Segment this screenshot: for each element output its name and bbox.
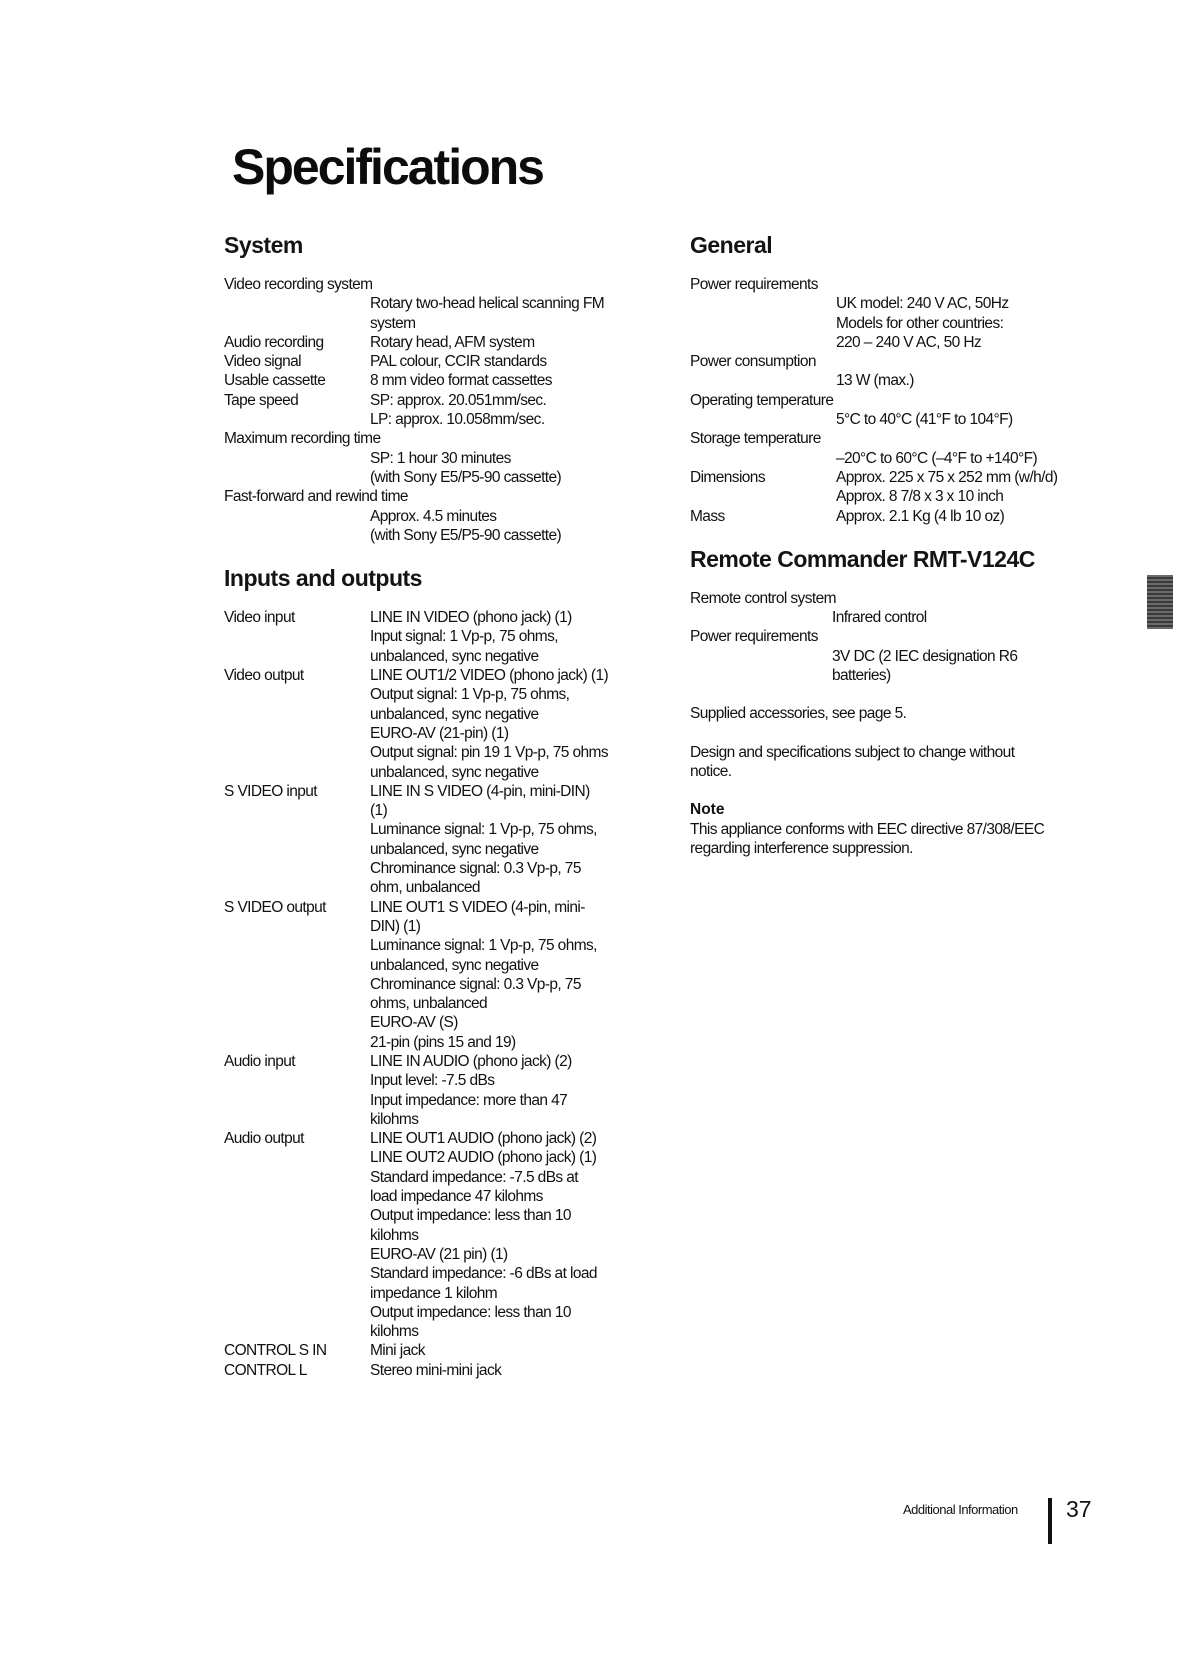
system-heading: System [224, 232, 303, 258]
footer-section-label: Additional Information [903, 1502, 1018, 1517]
spec-label: Storage temperature [690, 430, 821, 448]
spec-label: Audio input [224, 1052, 295, 1070]
spec-row [690, 429, 1110, 468]
spec-label: S VIDEO input [224, 782, 317, 800]
spec-row [224, 371, 664, 390]
spec-value: (with Sony E5/P5-90 cassette) [370, 526, 562, 544]
note-text-line-1: This appliance conforms with EEC directive 87/308/EEC [690, 820, 1045, 838]
spec-value: system [370, 314, 416, 332]
spec-value: 220 – 240 V AC, 50 Hz [836, 333, 982, 351]
spec-value: Standard impedance: -7.5 dBs at [370, 1168, 579, 1186]
spec-value: Approx. 225 x 75 x 252 mm (w/h/d) [836, 468, 1058, 486]
spec-value: kilohms [370, 1323, 419, 1341]
spec-label: Audio recording [224, 333, 324, 351]
spec-label: Dimensions [690, 468, 765, 486]
spec-value: Output signal: 1 Vp-p, 75 ohms, [370, 686, 570, 704]
spec-value: LINE IN S VIDEO (4-pin, mini-DIN) [370, 782, 590, 800]
spec-value: DIN) (1) [370, 917, 421, 935]
accessories-text: Supplied accessories, see page 5. [690, 705, 907, 723]
spec-value: 21-pin (pins 15 and 19) [370, 1033, 516, 1051]
spec-row [224, 487, 664, 545]
spec-value: LINE IN AUDIO (phono jack) (2) [370, 1052, 572, 1070]
spec-row [224, 1129, 664, 1341]
spec-value: 8 mm video format cassettes [370, 372, 552, 390]
remote-spec-list [690, 589, 1110, 685]
spec-value: Chrominance signal: 0.3 Vp-p, 75 [370, 860, 581, 878]
spec-row [690, 352, 1110, 391]
spec-value: SP: 1 hour 30 minutes [370, 449, 511, 467]
spec-row [224, 666, 664, 782]
spec-label: Power consumption [690, 353, 816, 371]
remote-heading: Remote Commander RMT-V124C [690, 545, 1035, 572]
spec-value: unbalanced, sync negative [370, 956, 539, 974]
spec-row [690, 391, 1110, 430]
spec-label: Video recording system [224, 276, 373, 293]
spec-value: (with Sony E5/P5-90 cassette) [370, 468, 562, 486]
design-notice-line-2: notice. [690, 762, 732, 780]
general-heading: General [690, 232, 773, 258]
spec-value: kilohms [370, 1110, 419, 1128]
spec-row [224, 782, 664, 898]
spec-row [690, 275, 1110, 352]
left-column [224, 232, 664, 1380]
spec-label: Tape speed [224, 391, 299, 409]
spec-value: Luminance signal: 1 Vp-p, 75 ohms, [370, 937, 597, 955]
spec-value: 13 W (max.) [836, 372, 914, 390]
spec-value: Input impedance: more than 47 [370, 1091, 568, 1109]
spec-value: EURO-AV (21 pin) (1) [370, 1245, 508, 1263]
spec-value: EURO-AV (S) [370, 1014, 458, 1032]
spec-value: Input level: -7.5 dBs [370, 1072, 495, 1090]
spec-value: load impedance 47 kilohms [370, 1188, 543, 1206]
spec-value: Luminance signal: 1 Vp-p, 75 ohms, [370, 821, 597, 839]
spec-label: Remote control system [690, 589, 836, 607]
spec-value: 5°C to 40°C (41°F to 104°F) [836, 411, 1013, 429]
system-spec-list [224, 275, 664, 545]
spec-label: Video output [224, 667, 304, 685]
spec-value: SP: approx. 20.051mm/sec. [370, 391, 547, 409]
spec-row [224, 429, 664, 487]
spec-row [224, 1361, 664, 1380]
spec-value: LINE IN VIDEO (phono jack) (1) [370, 609, 572, 627]
page-number: 37 [1066, 1496, 1092, 1522]
spec-value: EURO-AV (21-pin) (1) [370, 724, 509, 742]
spec-value: Models for other countries: [836, 314, 1004, 332]
spec-row [690, 507, 1110, 526]
spec-value: PAL colour, CCIR standards [370, 353, 547, 371]
io-spec-list [224, 608, 664, 1380]
spec-value: Stereo mini-mini jack [370, 1361, 502, 1379]
spec-value: LINE OUT2 AUDIO (phono jack) (1) [370, 1149, 597, 1167]
spec-value: Standard impedance: -6 dBs at load [370, 1265, 597, 1283]
spec-value: LP: approx. 10.058mm/sec. [370, 411, 545, 429]
spec-value: Output impedance: less than 10 [370, 1303, 571, 1321]
spec-value: unbalanced, sync negative [370, 763, 539, 781]
spec-value: Mini jack [370, 1342, 425, 1360]
spec-value: kilohms [370, 1226, 419, 1244]
spec-value: batteries) [832, 667, 891, 685]
spec-label: Mass [690, 507, 725, 525]
spec-row [224, 333, 664, 352]
note-title: Note [690, 801, 725, 819]
page-title: Specifications [232, 139, 543, 195]
general-spec-list [690, 275, 1110, 526]
inputs-outputs-heading: Inputs and outputs [224, 565, 422, 592]
spec-value: Output impedance: less than 10 [370, 1207, 571, 1225]
spec-label: Audio output [224, 1130, 304, 1148]
spec-value: (1) [370, 802, 388, 820]
spec-row [224, 898, 664, 1052]
spec-label: S VIDEO output [224, 898, 326, 916]
spec-value: unbalanced, sync negative [370, 647, 539, 665]
spec-value: LINE OUT1/2 VIDEO (phono jack) (1) [370, 667, 609, 685]
spec-label: Power requirements [690, 276, 818, 293]
spec-row [690, 589, 1110, 628]
spec-row [690, 468, 1110, 507]
spec-row [224, 391, 664, 430]
spec-value: unbalanced, sync negative [370, 705, 539, 723]
spec-row [224, 608, 664, 666]
spec-row [224, 1052, 664, 1129]
spec-label: Usable cassette [224, 372, 326, 390]
spec-value: ohm, unbalanced [370, 879, 480, 897]
spec-label: CONTROL S IN [224, 1342, 327, 1360]
spec-row [224, 275, 664, 333]
spec-label: Video signal [224, 353, 301, 371]
section-edge-marker [1147, 575, 1173, 629]
note-text-line-2: regarding interference suppression. [690, 839, 913, 857]
spec-value: Approx. 4.5 minutes [370, 507, 497, 525]
spec-value: Approx. 8 7/8 x 3 x 10 inch [836, 488, 1004, 506]
spec-row [690, 627, 1110, 685]
spec-value: impedance 1 kilohm [370, 1284, 498, 1302]
spec-row [224, 1341, 664, 1360]
spec-value: Rotary head, AFM system [370, 333, 535, 351]
footer-divider [1048, 1498, 1052, 1544]
spec-label: Power requirements [690, 628, 818, 646]
spec-label: Maximum recording time [224, 430, 381, 448]
spec-value: UK model: 240 V AC, 50Hz [836, 295, 1009, 313]
spec-value: LINE OUT1 S VIDEO (4-pin, mini- [370, 898, 585, 916]
design-notice-line-1: Design and specifications subject to change without [690, 743, 1015, 761]
spec-value: 3V DC (2 IEC designation R6 [832, 647, 1018, 665]
spec-label: Operating temperature [690, 391, 834, 409]
spec-label: Video input [224, 609, 295, 627]
spec-value: unbalanced, sync negative [370, 840, 539, 858]
spec-value: ohms, unbalanced [370, 995, 488, 1013]
spec-value: Infrared control [832, 609, 927, 627]
spec-label: CONTROL L [224, 1361, 307, 1379]
spec-value: Approx. 2.1 Kg (4 lb 10 oz) [836, 507, 1005, 525]
spec-value: Chrominance signal: 0.3 Vp-p, 75 [370, 975, 581, 993]
spec-value: Input signal: 1 Vp-p, 75 ohms, [370, 628, 558, 646]
right-column [690, 232, 1110, 858]
spec-value: Rotary two-head helical scanning FM [370, 295, 605, 313]
spec-value: Output signal: pin 19 1 Vp-p, 75 ohms [370, 744, 609, 762]
spec-value: LINE OUT1 AUDIO (phono jack) (2) [370, 1130, 597, 1148]
spec-value: –20°C to 60°C (–4°F to +140°F) [836, 449, 1038, 467]
spec-row [224, 352, 664, 371]
spec-label: Fast-forward and rewind time [224, 488, 408, 506]
